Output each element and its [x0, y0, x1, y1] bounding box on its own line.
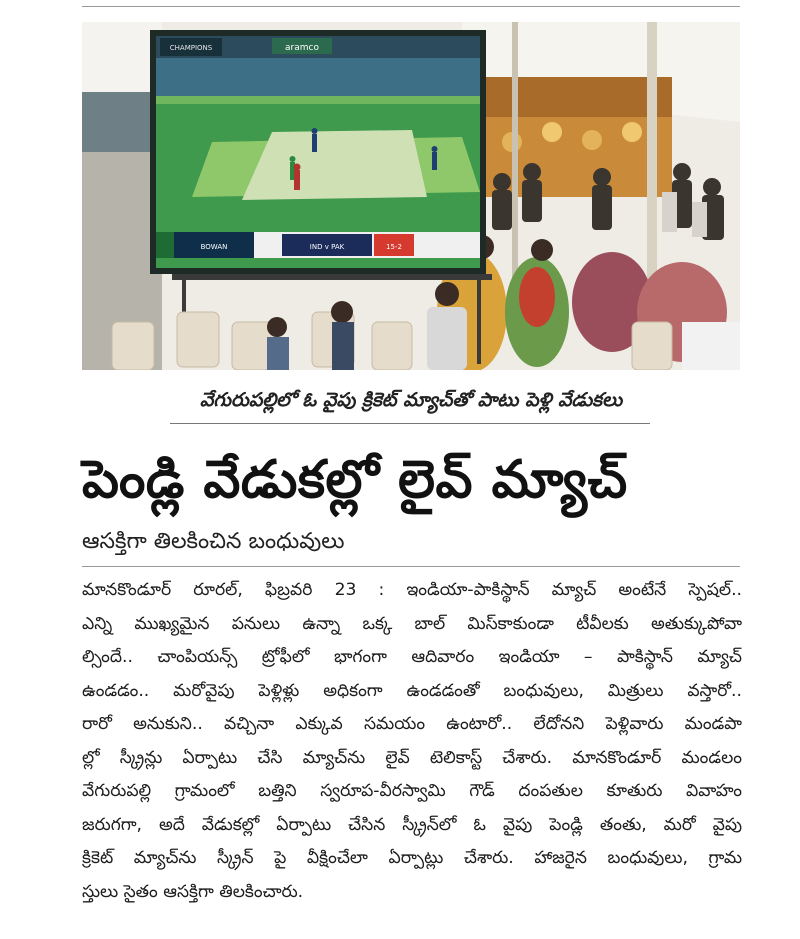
body-line-4: ఉండడం.. మరోవైపు పెళ్లిళ్లు అధికంగా ఉండడంతో బంధువులు, మిత్రులు వస్తారో.. — [82, 680, 742, 701]
tv-brand-text: aramco — [285, 43, 319, 53]
body-line-5: రారో అనుకుని.. వచ్చినా ఎక్కువ సమయం ఉంటారో.. లేదోనని పెళ్లివారు మండపా — [82, 714, 742, 734]
photo-caption: వేగురుపల్లిలో ఓ వైపు క్రికెట్ మ్యాచ్‌తో పాటు పెళ్లి వేడుకలు — [199, 389, 623, 411]
body-line-10: స్తులు సైతం ఆసక్తిగా తిలకించారు. — [82, 881, 304, 902]
caption-underline — [170, 423, 650, 424]
scorebar-extra-text: 15-2 — [386, 243, 402, 251]
subheadline: ఆసక్తిగా తిలకించిన బంధువులు — [82, 529, 345, 554]
body-line-2: ఎన్ని ముఖ్యమైన పనులు ఉన్నా ఒక్క బాల్ మిస్‌కాకుండా టీవీలకు అతుక్కుపోవా — [82, 613, 742, 634]
body-line-1: మానకొండూర్ రూరల్, ఫిబ్రవరి 23 : ఇండియా-పాకిస్థాన్ మ్యాచ్ అంటేనే స్పెషల్.. — [82, 580, 742, 600]
body-line-3: ల్సిందే.. చాంపియన్స్ ట్రోఫీలో భాగంగా ఆదివారం ఇండియా – పాకిస్థాన్ మ్యాచ్ — [82, 647, 742, 667]
tv-banner-text: CHAMPIONS — [169, 44, 213, 52]
body-line-7: వేగురుపల్లి గ్రామంలో బత్తిని స్వరూప-వీరస్వామి గౌడ్ దంపతుల కూతురు వివాహం — [82, 781, 742, 801]
scorebar-team-text: BOWAN — [200, 243, 228, 251]
news-photo — [82, 22, 740, 370]
body-line-6: ల్లో స్క్రీన్లు ఏర్పాటు చేసి మ్యాచ్‌ను లైవ్ టెలికాస్ట్ చేశారు. మానకొండూర్ మండలం — [82, 747, 742, 768]
headline: పెండ్లి వేడుకల్లో లైవ్ మ్యాచ్ — [82, 450, 628, 510]
body-line-8: జరుగగా, అదే వేడుకల్లో ఏర్పాటు చేసిన స్క్రీన్‌లో ఓ వైపు పెండ్లి తంతు, మరో వైపు — [82, 814, 742, 835]
body-line-9: క్రికెట్ మ్యాచ్‌ను స్క్రీన్ పై వీక్షించేలా ఏర్పాట్లు చేశారు. హాజరైన బంధువులు, గ్రామ — [82, 848, 742, 868]
section-divider — [82, 566, 740, 567]
top-rule — [82, 6, 740, 7]
scorebar-score-text: IND v PAK — [309, 243, 345, 251]
article-body — [82, 574, 742, 909]
